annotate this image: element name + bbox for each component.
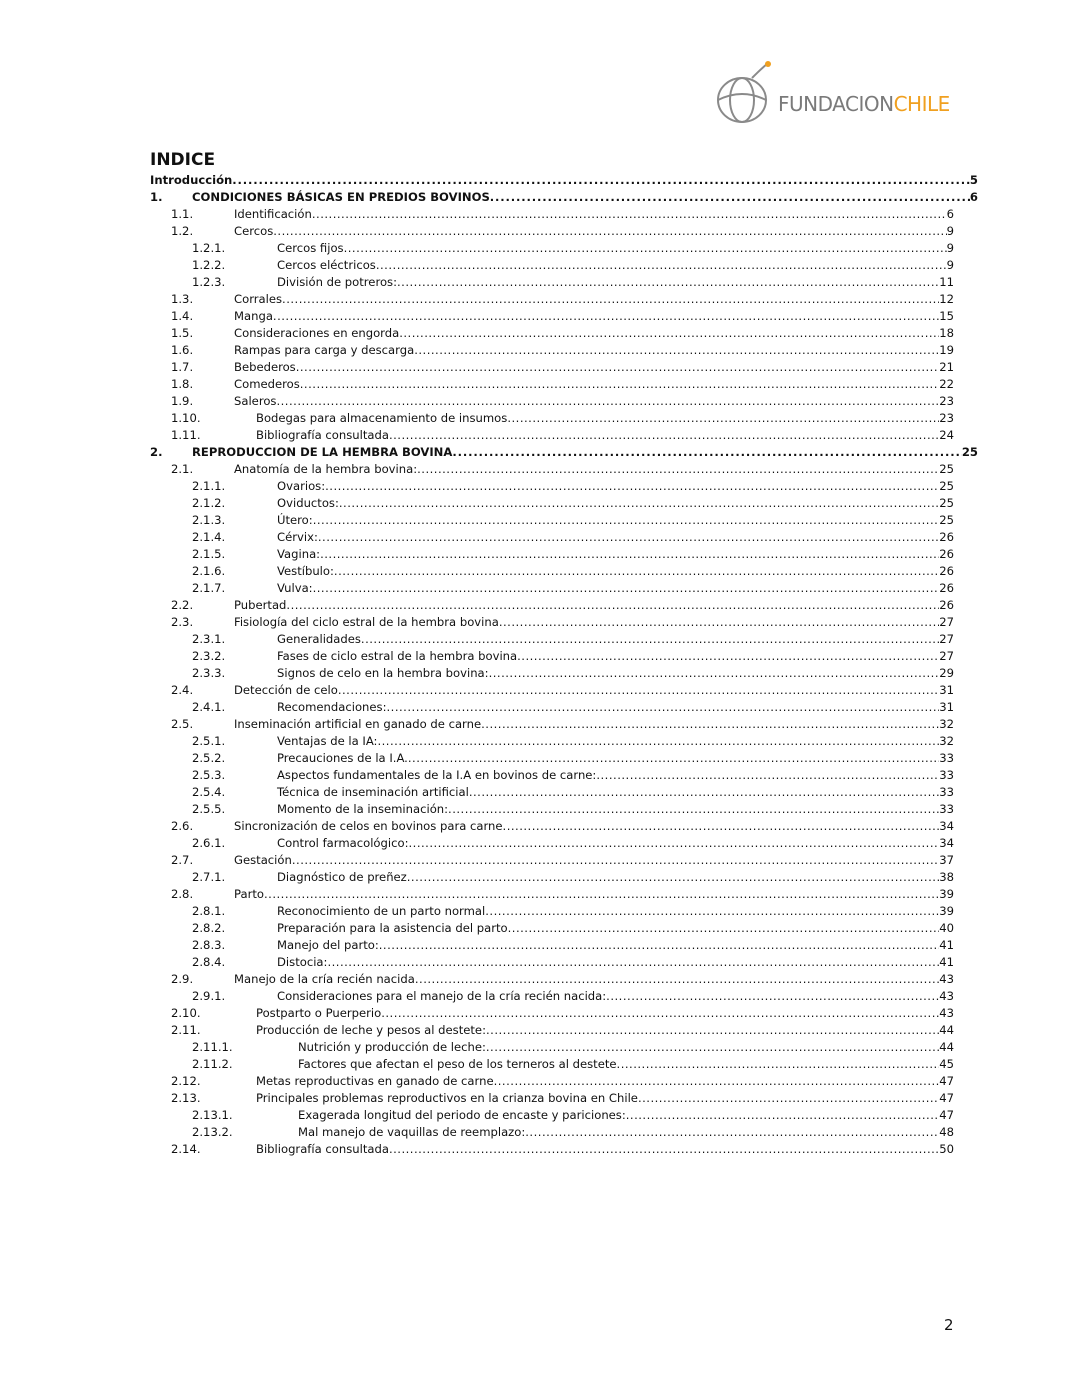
- toc-entry-title[interactable]: Inseminación artificial en ganado de carne: [234, 717, 482, 731]
- toc-entry-title[interactable]: Producción de leche y pesos al destete:: [256, 1023, 486, 1037]
- toc-entry-title[interactable]: Bebederos: [234, 360, 296, 374]
- toc-entry-page[interactable]: 12: [939, 292, 954, 306]
- toc-entry-page[interactable]: 45: [939, 1057, 954, 1071]
- dot-leader: [320, 546, 939, 563]
- toc-entry[interactable]: [0, 546, 1080, 563]
- toc-entry-number: 2.5.: [171, 717, 194, 731]
- toc-entry[interactable]: [0, 376, 1080, 393]
- toc-entry-number: 2.2.: [171, 598, 194, 612]
- toc-entry-number: 2.13.1.: [192, 1108, 233, 1122]
- toc-entry-title[interactable]: REPRODUCCION DE LA HEMBRA BOVINA: [192, 445, 453, 459]
- toc-entry-title[interactable]: Aspectos fundamentales de la I.A en bovinos de carne:: [277, 768, 597, 782]
- dot-leader: [490, 189, 970, 206]
- toc-entry-number: 1.: [150, 190, 163, 204]
- toc-entry-page[interactable]: 32: [939, 734, 954, 748]
- toc-entry-title[interactable]: Control farmacológico:: [277, 836, 409, 850]
- dot-leader: [525, 1124, 939, 1141]
- toc-entry-title[interactable]: Fisiología del ciclo estral de la hembra bovina: [234, 615, 499, 629]
- toc-entry-title[interactable]: Introducción: [150, 173, 233, 187]
- toc-entry-title[interactable]: Factores que afectan el peso de los terneros al destete: [298, 1057, 617, 1071]
- dot-leader: [469, 784, 939, 801]
- toc-entry-page[interactable]: 26: [939, 581, 954, 595]
- toc-entry-page[interactable]: 43: [939, 989, 954, 1003]
- toc-entry-page[interactable]: 26: [939, 547, 954, 561]
- toc-entry[interactable]: [0, 954, 1080, 971]
- toc-entry[interactable]: [0, 869, 1080, 886]
- toc-entry-number: 1.11.: [171, 428, 201, 442]
- toc-entry[interactable]: [0, 291, 1080, 308]
- toc-entry-page[interactable]: 18: [939, 326, 954, 340]
- toc-entry-number: 1.9.: [171, 394, 194, 408]
- toc-entry-title[interactable]: Vestíbulo:: [277, 564, 334, 578]
- toc-entry-page[interactable]: 9: [946, 241, 954, 255]
- toc-entry-number: 2.9.1.: [192, 989, 226, 1003]
- toc-entry-title[interactable]: Diagnóstico de preñez: [277, 870, 407, 884]
- toc-entry-page[interactable]: 38: [939, 870, 954, 884]
- toc-entry-number: 2.11.: [171, 1023, 201, 1037]
- toc-entry-page[interactable]: 47: [939, 1074, 954, 1088]
- toc-entry-page[interactable]: 32: [939, 717, 954, 731]
- toc-entry[interactable]: [0, 529, 1080, 546]
- toc-entry-page[interactable]: 24: [939, 428, 954, 442]
- toc-entry-number: 1.2.2.: [192, 258, 226, 272]
- toc-entry-number: 2.14.: [171, 1142, 201, 1156]
- toc-entry-title[interactable]: Cercos eléctricos: [277, 258, 376, 272]
- toc-entry-number: 1.2.1.: [192, 241, 226, 255]
- dot-leader: [300, 376, 939, 393]
- toc-entry-title[interactable]: Consideraciones para el manejo de la cría recién nacida:: [277, 989, 607, 1003]
- toc-entry-page[interactable]: 34: [939, 819, 954, 833]
- toc-entry-title[interactable]: Distocia:: [277, 955, 328, 969]
- dot-leader: [313, 512, 940, 529]
- toc-entry-number: 2.3.2.: [192, 649, 226, 663]
- toc-entry-title[interactable]: Cérvix:: [277, 530, 318, 544]
- toc-entry-page[interactable]: 43: [939, 972, 954, 986]
- toc-entry-number: 2.12.: [171, 1074, 201, 1088]
- dot-leader: [292, 852, 939, 869]
- dot-leader: [318, 529, 939, 546]
- dot-leader: [486, 1022, 939, 1039]
- dot-leader: [638, 1090, 939, 1107]
- toc-entry[interactable]: [0, 427, 1080, 444]
- dot-leader: [389, 1141, 939, 1158]
- toc-entry-number: 2.10.: [171, 1006, 201, 1020]
- dot-leader: [485, 903, 939, 920]
- toc-entry-number: 2.11.1.: [192, 1040, 233, 1054]
- dot-leader: [312, 206, 947, 223]
- toc-entry-title[interactable]: Corrales: [234, 292, 283, 306]
- dot-leader: [232, 172, 970, 189]
- toc-entry[interactable]: [0, 852, 1080, 869]
- toc-entry-page[interactable]: 48: [939, 1125, 954, 1139]
- dot-leader: [361, 631, 939, 648]
- page-title: INDICE: [150, 150, 216, 170]
- toc-entry-title[interactable]: Bibliografía consultada: [256, 1142, 389, 1156]
- toc-entry-title[interactable]: Precauciones de la I.A.: [277, 751, 408, 765]
- toc-entry-title[interactable]: Momento de la inseminación:: [277, 802, 449, 816]
- toc-entry-number: 2.5.2.: [192, 751, 226, 765]
- toc-entry-number: 2.1.5.: [192, 547, 226, 561]
- toc-entry-page[interactable]: 31: [939, 683, 954, 697]
- toc-entry-title[interactable]: Postparto o Puerperio: [256, 1006, 382, 1020]
- toc-entry-title[interactable]: Reconocimiento de un parto normal: [277, 904, 486, 918]
- toc-entry-title[interactable]: Cercos: [234, 224, 274, 238]
- toc-entry-title[interactable]: Comederos: [234, 377, 300, 391]
- dot-leader: [313, 580, 940, 597]
- toc-entry-page[interactable]: 39: [939, 887, 954, 901]
- toc-entry-title[interactable]: Consideraciones en engorda: [234, 326, 400, 340]
- dot-leader: [617, 1056, 940, 1073]
- dot-leader: [327, 954, 939, 971]
- toc-entry-number: 2.4.1.: [192, 700, 226, 714]
- dot-leader: [389, 427, 939, 444]
- dot-leader: [417, 461, 939, 478]
- toc-entry[interactable]: [0, 631, 1080, 648]
- toc-entry-page[interactable]: 25: [939, 496, 954, 510]
- toc-entry[interactable]: [0, 971, 1080, 988]
- dot-leader: [452, 444, 962, 461]
- toc-entry-number: 1.7.: [171, 360, 194, 374]
- toc-entry-number: 2.8.4.: [192, 955, 226, 969]
- toc-entry-page[interactable]: 26: [939, 564, 954, 578]
- toc-entry-title[interactable]: Bodegas para almacenamiento de insumos: [256, 411, 508, 425]
- dot-leader: [414, 342, 939, 359]
- toc-entry[interactable]: [0, 274, 1080, 291]
- dot-leader: [408, 835, 939, 852]
- toc-entry-title[interactable]: Vagina:: [277, 547, 321, 561]
- toc-entry-title[interactable]: Parto: [234, 887, 264, 901]
- dot-leader: [606, 988, 939, 1005]
- toc-entry-page[interactable]: 43: [939, 1006, 954, 1020]
- toc-entry-title[interactable]: División de potreros:: [277, 275, 397, 289]
- toc-entry-number: 2.13.2.: [192, 1125, 233, 1139]
- toc-entry[interactable]: [0, 1090, 1080, 1107]
- dot-leader: [494, 1073, 940, 1090]
- toc-entry-number: 2.1.7.: [192, 581, 226, 595]
- toc-entry-number: 2.5.5.: [192, 802, 226, 816]
- toc-entry[interactable]: [0, 665, 1080, 682]
- toc-entry-page[interactable]: 25: [961, 445, 978, 459]
- dot-leader: [415, 971, 939, 988]
- toc-entry-page[interactable]: 21: [939, 360, 954, 374]
- dot-leader: [273, 308, 939, 325]
- toc-entry-title[interactable]: Útero:: [277, 513, 313, 527]
- toc-entry-number: 2.9.: [171, 972, 194, 986]
- toc-entry-number: 1.1.: [171, 207, 194, 221]
- toc-entry-title[interactable]: Sincronización de celos en bovinos para carne: [234, 819, 503, 833]
- toc-entry-page[interactable]: 40: [939, 921, 954, 935]
- toc-entry-number: 2.5.1.: [192, 734, 226, 748]
- toc-entry-page[interactable]: 5: [969, 173, 978, 187]
- toc-entry-title[interactable]: Ovarios:: [277, 479, 326, 493]
- toc-entry[interactable]: [0, 716, 1080, 733]
- toc-entry-title[interactable]: Nutrición y producción de leche:: [298, 1040, 486, 1054]
- toc-entry[interactable]: [0, 359, 1080, 376]
- toc-entry-title[interactable]: CONDICIONES BÁSICAS EN PREDIOS BOVINOS: [192, 190, 490, 204]
- toc-entry-number: 2.1.1.: [192, 479, 226, 493]
- dot-leader: [296, 359, 940, 376]
- dot-leader: [596, 767, 939, 784]
- toc-entry-title[interactable]: Recomendaciones:: [277, 700, 387, 714]
- toc-entry[interactable]: [0, 512, 1080, 529]
- toc-entry-title[interactable]: Preparación para la asistencia del parto: [277, 921, 508, 935]
- toc-entry[interactable]: [0, 257, 1080, 274]
- toc-entry-number: 1.2.3.: [192, 275, 226, 289]
- toc-entry-number: 2.1.4.: [192, 530, 226, 544]
- toc-entry-page[interactable]: 23: [939, 411, 954, 425]
- toc-entry[interactable]: [0, 733, 1080, 750]
- toc-entry-page[interactable]: 50: [939, 1142, 954, 1156]
- toc-entry-title[interactable]: Técnica de inseminación artificial: [277, 785, 469, 799]
- toc-entry-number: 2.8.3.: [192, 938, 226, 952]
- dot-leader: [339, 495, 939, 512]
- toc-entry[interactable]: [0, 172, 1080, 189]
- toc-entry-page[interactable]: 25: [939, 479, 954, 493]
- toc-entry[interactable]: [0, 1107, 1080, 1124]
- toc-entry-number: 2.8.1.: [192, 904, 226, 918]
- toc-entry[interactable]: [0, 189, 1080, 206]
- toc-entry-title[interactable]: Signos de celo en la hembra bovina:: [277, 666, 489, 680]
- toc-entry-page[interactable]: 41: [939, 938, 954, 952]
- toc-entry-number: 2.3.: [171, 615, 194, 629]
- dot-leader: [507, 410, 939, 427]
- dot-leader: [499, 614, 939, 631]
- toc-entry[interactable]: [0, 444, 1080, 461]
- toc-entry[interactable]: [0, 325, 1080, 342]
- dot-leader: [448, 801, 939, 818]
- toc-entry-number: 2.7.1.: [192, 870, 226, 884]
- dot-leader: [397, 274, 939, 291]
- dot-leader: [273, 223, 946, 240]
- toc-entry-number: 2.1.2.: [192, 496, 226, 510]
- dot-leader: [338, 682, 939, 699]
- toc-entry-number: 1.2.: [171, 224, 194, 238]
- dot-leader: [325, 478, 939, 495]
- toc-entry-title[interactable]: Saleros: [234, 394, 277, 408]
- toc-entry[interactable]: [0, 240, 1080, 257]
- toc-entry-number: 2.1.: [171, 462, 194, 476]
- toc-entry-number: 2.4.: [171, 683, 194, 697]
- toc-entry[interactable]: [0, 563, 1080, 580]
- toc-entry-number: 2.8.: [171, 887, 194, 901]
- toc-entry-page[interactable]: 26: [939, 598, 954, 612]
- dot-leader: [387, 699, 940, 716]
- toc-entry-title[interactable]: Pubertad: [234, 598, 287, 612]
- toc-entry[interactable]: [0, 920, 1080, 937]
- dot-leader: [282, 291, 939, 308]
- toc-entry-page[interactable]: 11: [939, 275, 954, 289]
- toc-entry[interactable]: [0, 206, 1080, 223]
- toc-entry[interactable]: [0, 750, 1080, 767]
- toc-entry[interactable]: [0, 1005, 1080, 1022]
- dot-leader: [334, 563, 939, 580]
- dot-leader: [377, 733, 939, 750]
- toc-entry-page[interactable]: 26: [939, 530, 954, 544]
- toc-entry[interactable]: [0, 1124, 1080, 1141]
- toc-entry[interactable]: [0, 495, 1080, 512]
- toc-entry-title[interactable]: Detección de celo: [234, 683, 338, 697]
- dot-leader: [376, 257, 947, 274]
- toc-entry[interactable]: [0, 342, 1080, 359]
- toc-entry-title[interactable]: Bibliografía consultada: [256, 428, 389, 442]
- page-number: 2: [944, 1316, 954, 1334]
- toc-entry-title[interactable]: Cercos fijos: [277, 241, 344, 255]
- toc-entry[interactable]: [0, 699, 1080, 716]
- toc-entry[interactable]: [0, 1039, 1080, 1056]
- dot-leader: [286, 597, 939, 614]
- toc-entry-page[interactable]: 31: [939, 700, 954, 714]
- toc-entry-page[interactable]: 27: [939, 649, 954, 663]
- dot-leader: [481, 716, 939, 733]
- toc-entry[interactable]: [0, 223, 1080, 240]
- toc-entry-title[interactable]: Anatomía de la hembra bovina:: [234, 462, 418, 476]
- toc-entry-page[interactable]: 37: [939, 853, 954, 867]
- toc-entry-number: 2.13.: [171, 1091, 201, 1105]
- toc-entry-page[interactable]: 33: [939, 768, 954, 782]
- logo-text-chile: CHILE: [893, 92, 950, 116]
- toc-entry[interactable]: [0, 308, 1080, 325]
- dot-leader: [489, 665, 940, 682]
- toc-entry[interactable]: [0, 767, 1080, 784]
- toc-entry-number: 2.3.3.: [192, 666, 226, 680]
- toc-entry[interactable]: [0, 835, 1080, 852]
- toc-entry[interactable]: [0, 1056, 1080, 1073]
- toc-entry[interactable]: [0, 886, 1080, 903]
- toc-entry-number: 2.5.4.: [192, 785, 226, 799]
- toc-entry-page[interactable]: 6: [969, 190, 978, 204]
- toc-entry-title[interactable]: Principales problemas reproductivos en la crianza bovina en Chile: [256, 1091, 638, 1105]
- toc-entry-page[interactable]: 27: [939, 615, 954, 629]
- toc-entry-page[interactable]: 41: [939, 955, 954, 969]
- toc-entry[interactable]: [0, 1022, 1080, 1039]
- toc-entry-title[interactable]: Generalidades: [277, 632, 361, 646]
- toc-entry-number: 1.8.: [171, 377, 194, 391]
- toc-entry-number: 1.6.: [171, 343, 194, 357]
- dot-leader: [503, 818, 940, 835]
- toc-entry[interactable]: [0, 682, 1080, 699]
- toc-entry[interactable]: [0, 988, 1080, 1005]
- toc-entry-number: 2.3.1.: [192, 632, 226, 646]
- toc-entry-title[interactable]: Manejo de la cría recién nacida: [234, 972, 415, 986]
- dot-leader: [407, 869, 939, 886]
- toc-entry-page[interactable]: 15: [939, 309, 954, 323]
- toc-entry-page[interactable]: 23: [939, 394, 954, 408]
- toc-entry-number: 2.6.1.: [192, 836, 226, 850]
- toc-entry[interactable]: [0, 1073, 1080, 1090]
- toc-entry-title[interactable]: Ventajas de la IA:: [277, 734, 378, 748]
- toc-entry-number: 1.4.: [171, 309, 194, 323]
- toc-entry-page[interactable]: 29: [939, 666, 954, 680]
- toc-entry-page[interactable]: 9: [946, 258, 954, 272]
- logo-text-fundacion: FUNDACION: [778, 92, 894, 116]
- toc-entry-title[interactable]: Fases de ciclo estral de la hembra bovina: [277, 649, 518, 663]
- toc-entry-page[interactable]: 33: [939, 785, 954, 799]
- toc-entry-page[interactable]: 34: [939, 836, 954, 850]
- toc-entry[interactable]: [0, 937, 1080, 954]
- toc-entry-page[interactable]: 33: [939, 751, 954, 765]
- toc-entry[interactable]: [0, 410, 1080, 427]
- toc-entry[interactable]: [0, 393, 1080, 410]
- toc-entry-page[interactable]: 9: [946, 224, 954, 238]
- toc-entry-title[interactable]: Oviductos:: [277, 496, 339, 510]
- toc-entry-number: 1.5.: [171, 326, 194, 340]
- toc-entry-title[interactable]: Manejo del parto:: [277, 938, 379, 952]
- dot-leader: [379, 937, 939, 954]
- toc-entry-number: 2.1.3.: [192, 513, 226, 527]
- toc-entry[interactable]: [0, 461, 1080, 478]
- toc-entry-number: 2.7.: [171, 853, 194, 867]
- toc-entry-title[interactable]: Manga: [234, 309, 273, 323]
- toc-entry-page[interactable]: 47: [939, 1108, 954, 1122]
- toc-entry-number: 2.8.2.: [192, 921, 226, 935]
- fundacion-chile-logo: [712, 58, 972, 130]
- toc-entry[interactable]: [0, 784, 1080, 801]
- toc-entry-title[interactable]: Gestación: [234, 853, 292, 867]
- toc-entry-title[interactable]: Identificación: [234, 207, 312, 221]
- toc-entry[interactable]: [0, 648, 1080, 665]
- toc-entry-page[interactable]: 27: [939, 632, 954, 646]
- dot-leader: [381, 1005, 939, 1022]
- toc-entry[interactable]: [0, 597, 1080, 614]
- dot-leader: [508, 920, 940, 937]
- toc-entry-title[interactable]: Rampas para carga y descarga: [234, 343, 415, 357]
- dot-leader: [517, 648, 939, 665]
- toc-entry[interactable]: [0, 903, 1080, 920]
- toc-entry-number: 1.10.: [171, 411, 201, 425]
- dot-leader: [399, 325, 939, 342]
- toc-entry-page[interactable]: 33: [939, 802, 954, 816]
- dot-leader: [626, 1107, 939, 1124]
- toc-entry-page[interactable]: 19: [939, 343, 954, 357]
- toc-entry-number: 2.11.2.: [192, 1057, 233, 1071]
- toc-entry[interactable]: [0, 614, 1080, 631]
- toc-entry-number: 2.: [150, 445, 163, 459]
- toc-entry-number: 2.1.6.: [192, 564, 226, 578]
- toc-entry-title[interactable]: Vulva:: [277, 581, 313, 595]
- toc-entry-title[interactable]: Exagerada longitud del periodo de encaste y pariciones:: [298, 1108, 626, 1122]
- toc-entry[interactable]: [0, 478, 1080, 495]
- toc-entry[interactable]: [0, 1141, 1080, 1158]
- toc-entry[interactable]: [0, 818, 1080, 835]
- dot-leader: [276, 393, 939, 410]
- toc-entry-page[interactable]: 22: [939, 377, 954, 391]
- toc-entry-page[interactable]: 47: [939, 1091, 954, 1105]
- dot-leader: [344, 240, 947, 257]
- toc-entry-number: 2.5.3.: [192, 768, 226, 782]
- toc-entry-title[interactable]: Metas reproductivas en ganado de carne: [256, 1074, 494, 1088]
- toc-entry-page[interactable]: 25: [939, 462, 954, 476]
- toc-entry[interactable]: [0, 580, 1080, 597]
- toc-entry-page[interactable]: 44: [939, 1040, 954, 1054]
- toc-entry-number: 2.6.: [171, 819, 194, 833]
- dot-leader: [486, 1039, 939, 1056]
- toc-entry-title[interactable]: Mal manejo de vaquillas de reemplazo:: [298, 1125, 526, 1139]
- toc-entry-page[interactable]: 44: [939, 1023, 954, 1037]
- toc-entry-page[interactable]: 25: [939, 513, 954, 527]
- toc-entry-page[interactable]: 6: [946, 207, 954, 221]
- toc-entry-number: 1.3.: [171, 292, 194, 306]
- dot-leader: [264, 886, 939, 903]
- dot-leader: [408, 750, 939, 767]
- globe-icon: [712, 58, 782, 130]
- toc-entry[interactable]: [0, 801, 1080, 818]
- toc-entry-page[interactable]: 39: [939, 904, 954, 918]
